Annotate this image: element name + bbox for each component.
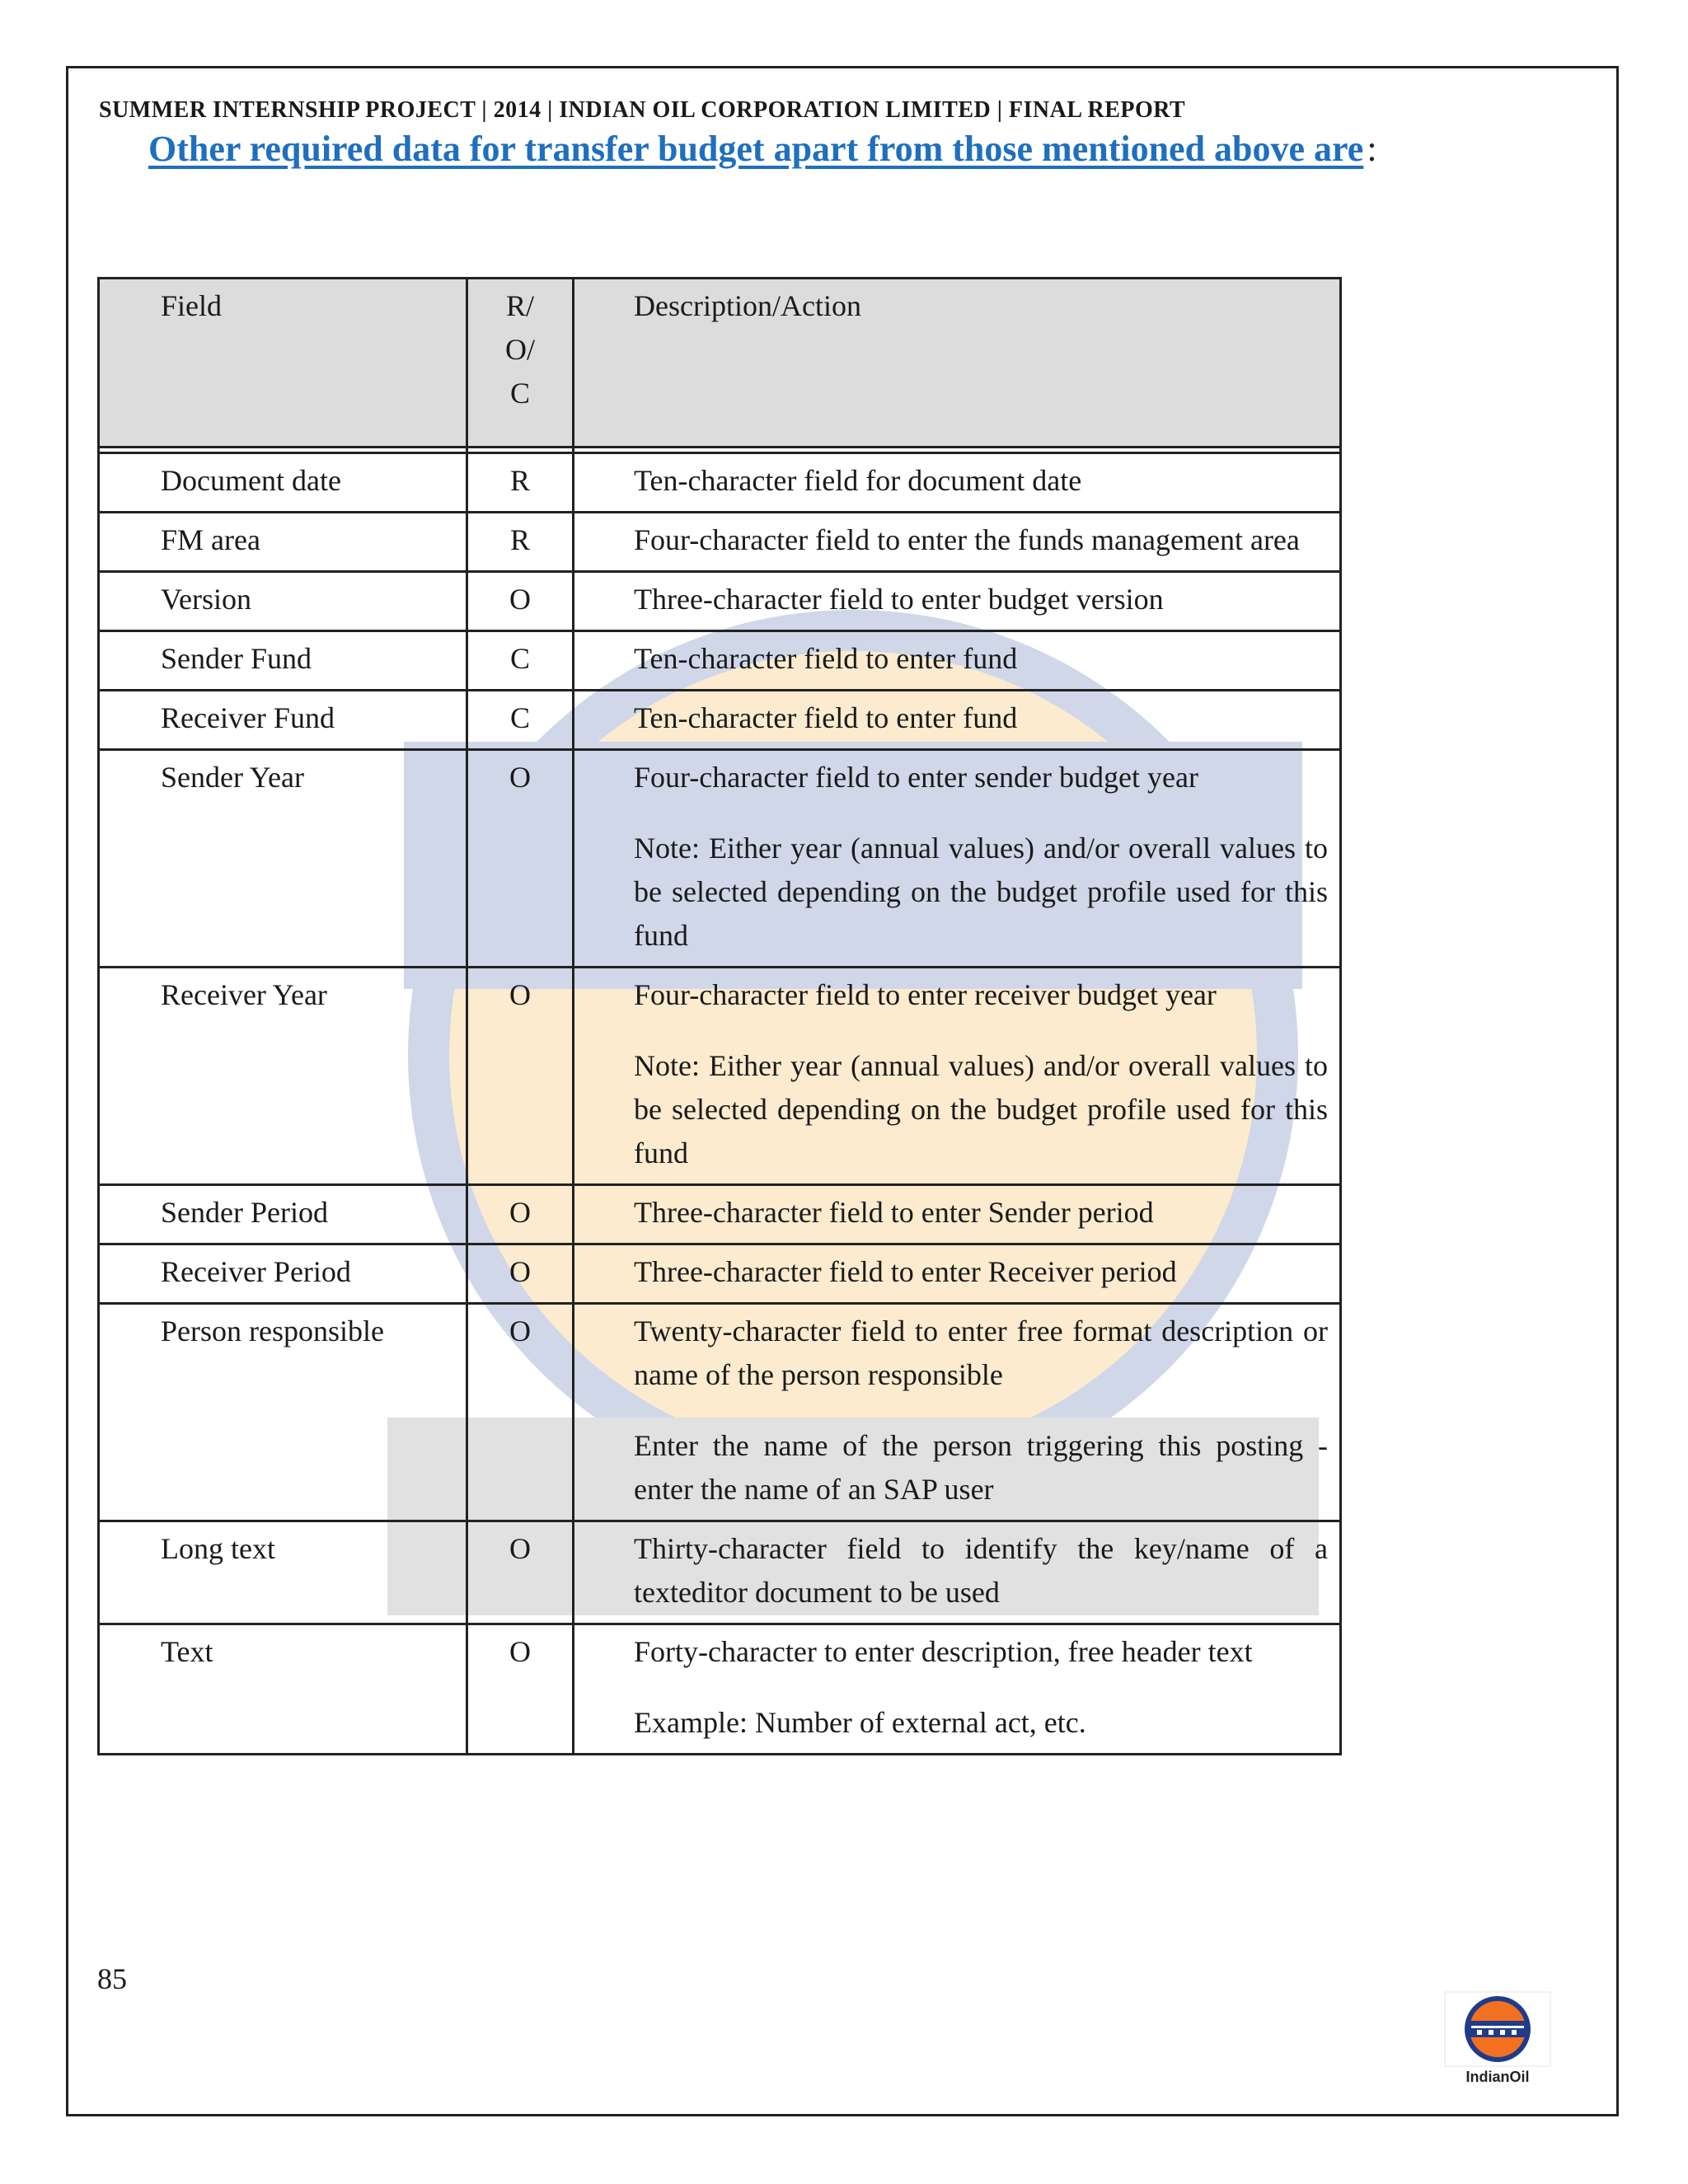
description-cell [574,1521,1341,1624]
description-text: Ten-character field to enter fund [634,701,1018,734]
description-text: Three-character field to enter Sender period [634,1196,1154,1229]
roc-cell: O [467,1244,574,1304]
field-name-cell: Receiver Year [99,968,467,1185]
description-cell [574,453,1341,513]
fields-table [97,277,1342,1755]
header-roc [467,279,574,448]
field-name-cell: Sender Year [99,750,467,968]
description-note: Note: Either year (annual values) and/or overall values to be selected depending on the budget profile used for this fund [634,1049,1328,1169]
table-row [99,691,1341,750]
table-row [99,968,1341,1185]
table-row [99,1185,1341,1244]
roc-cell: R [467,453,574,513]
table-row [99,453,1341,513]
field-name-cell: Text [99,1624,467,1755]
page-number: 85 [97,1962,127,1995]
description-cell [574,968,1341,1185]
description-cell [574,1304,1341,1521]
section-heading [148,128,1377,170]
description-text: Forty-character to enter description, free header text [634,1635,1253,1668]
header-description: Description/Action [574,279,1341,448]
roc-cell: O [467,572,574,631]
running-header: SUMMER INTERNSHIP PROJECT | 2014 | INDIAN OIL CORPORATION LIMITED | FINAL REPORT [99,97,1186,123]
indianoil-logo [1444,1991,1551,2090]
description-cell [574,1624,1341,1755]
description-note: Example: Number of external act, etc. [634,1706,1086,1739]
description-cell [574,631,1341,691]
description-text: Four-character field to enter the funds management area [634,523,1300,556]
field-name-cell: FM area [99,513,467,572]
description-text: Twenty-character field to enter free format description or name of the person responsible [634,1315,1328,1391]
table-row [99,513,1341,572]
roc-cell: O [467,1304,574,1521]
description-cell [574,513,1341,572]
header-roc-c: C [509,377,530,410]
description-text: Thirty-character field to identify the key/name of a texteditor document to be used [634,1532,1328,1609]
roc-cell: O [467,1624,574,1755]
description-text: Ten-character field for document date [634,464,1082,497]
table-row [99,1244,1341,1304]
field-name-cell: Receiver Period [99,1244,467,1304]
roc-cell: C [467,631,574,691]
header-roc-o: O/ [505,333,535,366]
roc-cell: O [467,968,574,1185]
description-cell [574,691,1341,750]
table-row [99,1521,1341,1624]
section-heading-colon: : [1367,129,1377,169]
field-name-cell: Long text [99,1521,467,1624]
indianoil-logo-text: IndianOil [1465,2069,1530,2085]
field-name-cell: Person responsible [99,1304,467,1521]
header-roc-r: R/ [505,289,534,322]
description-text: Four-character field to enter receiver budget year [634,978,1217,1011]
section-heading-text: Other required data for transfer budget apart from those mentioned above are [148,129,1364,169]
description-cell [574,572,1341,631]
description-cell [574,1185,1341,1244]
roc-cell: O [467,750,574,968]
roc-cell: O [467,1185,574,1244]
table-row [99,1304,1341,1521]
table-row [99,750,1341,968]
roc-cell: C [467,691,574,750]
field-name-cell: Version [99,572,467,631]
field-name-cell: Sender Fund [99,631,467,691]
description-cell [574,1244,1341,1304]
description-text: Three-character field to enter budget version [634,583,1164,616]
indianoil-logo-icon [1444,1991,1551,2067]
description-text: Four-character field to enter sender budget year [634,761,1198,794]
roc-cell: O [467,1521,574,1624]
description-text: Three-character field to enter Receiver period [634,1255,1177,1288]
table-row [99,1624,1341,1755]
field-name-cell: Sender Period [99,1185,467,1244]
header-field: Field [99,279,467,448]
header-gap [99,448,1341,453]
description-text: Ten-character field to enter fund [634,642,1018,675]
field-name-cell: Document date [99,453,467,513]
table-row [99,631,1341,691]
description-note: Note: Either year (annual values) and/or overall values to be selected depending on the budget profile used for this fund [634,832,1328,952]
description-note: Enter the name of the person triggering this posting - enter the name of an SAP user [634,1429,1328,1506]
table-row [99,572,1341,631]
field-name-cell: Receiver Fund [99,691,467,750]
roc-cell: R [467,513,574,572]
table-header-row [99,279,1341,448]
description-cell [574,750,1341,968]
